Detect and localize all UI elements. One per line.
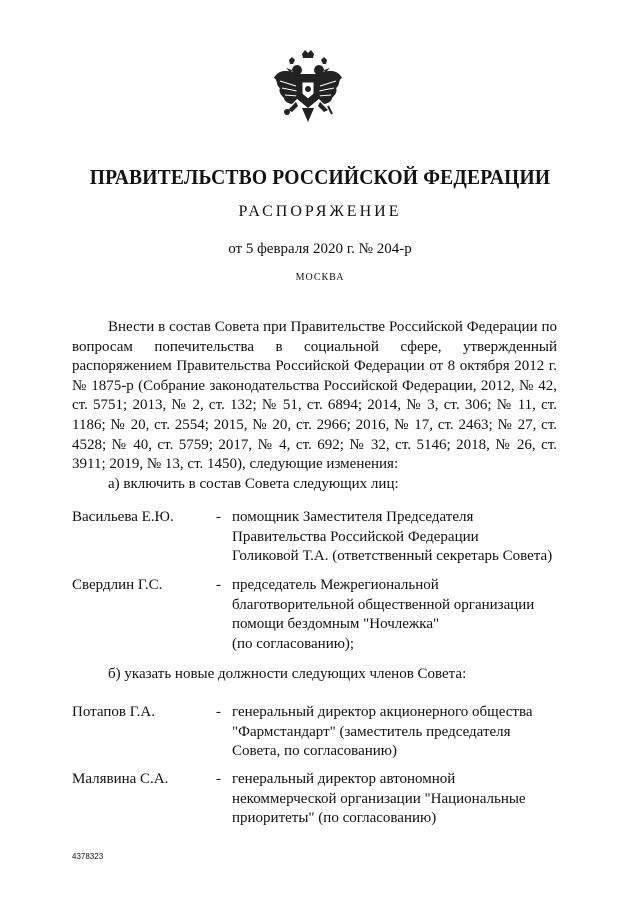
member-name: Потапов Г.А. xyxy=(72,704,156,720)
document-type: РАСПОРЯЖЕНИЕ xyxy=(238,203,402,220)
role-line: генеральный директор акционерного общества xyxy=(232,704,533,720)
section-b-heading: б) указать новые должности следующих членов Совета: xyxy=(108,666,467,682)
role-line: благотворительной общественной организации xyxy=(232,596,535,613)
role-line: Совета, по согласованию) xyxy=(232,743,397,760)
member-name: Свердлин Г.С. xyxy=(72,577,163,593)
role-line: Голиковой Т.А. (ответственный секретарь Совета) xyxy=(232,548,553,565)
role-line: (по согласованию); xyxy=(232,635,355,652)
government-title: ПРАВИТЕЛЬСТВО РОССИЙСКОЙ ФЕДЕРАЦИИ xyxy=(89,165,551,189)
section-a-heading: а) включить в состав Совета следующих лиц: xyxy=(108,476,399,492)
member-dash: - xyxy=(216,509,221,525)
role-line: некоммерческой организации "Национальные xyxy=(232,790,526,807)
member-role xyxy=(232,703,562,762)
member-role xyxy=(232,508,562,567)
role-line: "Фармстандарт" (заместитель председателя xyxy=(232,723,511,740)
role-line: генеральный директор автономной xyxy=(232,771,456,787)
coat-of-arms-icon xyxy=(272,48,344,130)
member-dash: - xyxy=(216,771,221,787)
role-line: Правительства Российской Федерации xyxy=(232,528,479,545)
document-date-number: от 5 февраля 2020 г. № 204-р xyxy=(228,241,412,257)
role-line: приоритеты" (по согласованию) xyxy=(232,810,437,827)
member-role xyxy=(232,770,562,829)
member-dash: - xyxy=(216,704,221,720)
role-line: председатель Межрегиональной xyxy=(232,577,439,593)
member-role xyxy=(232,576,562,654)
member-name: Малявина С.А. xyxy=(72,771,169,787)
intro-paragraph: Внести в состав Совета при Правительстве Российской Федерации по вопросам попечительства в социальной сфере, утвержденный распоряжением Правительства Российской Федерации от 8 октября 2012 г. № 1875-р (Собрание законодательства Российской Федерации, 2012, № 42, ст. 5751; 2013, № 2, ст. 132; № 51, ст. 6894; 2014, № 3, ст. 306; № 11, ст. 1186; № 20, ст. 2554; 2015, № 20, ст. 2966; 2016, № 17, ст. 2463; № 27, ст. 4528; № 40, ст. 5759; 2017, № 4, ст. 692; № 32, ст. 5146; 2018, № 26, ст. 3911; 2019, № 13, ст. 1450), следующие изменения: xyxy=(72,319,557,473)
document-city: МОСКВА xyxy=(295,272,345,283)
role-line: помощник Заместителя Председателя xyxy=(232,509,474,525)
role-line: помощи бездомным "Ночлежка" xyxy=(232,616,440,633)
document-code: 4378323 xyxy=(72,852,104,861)
member-dash: - xyxy=(216,577,221,593)
member-name: Васильева Е.Ю. xyxy=(72,509,174,525)
